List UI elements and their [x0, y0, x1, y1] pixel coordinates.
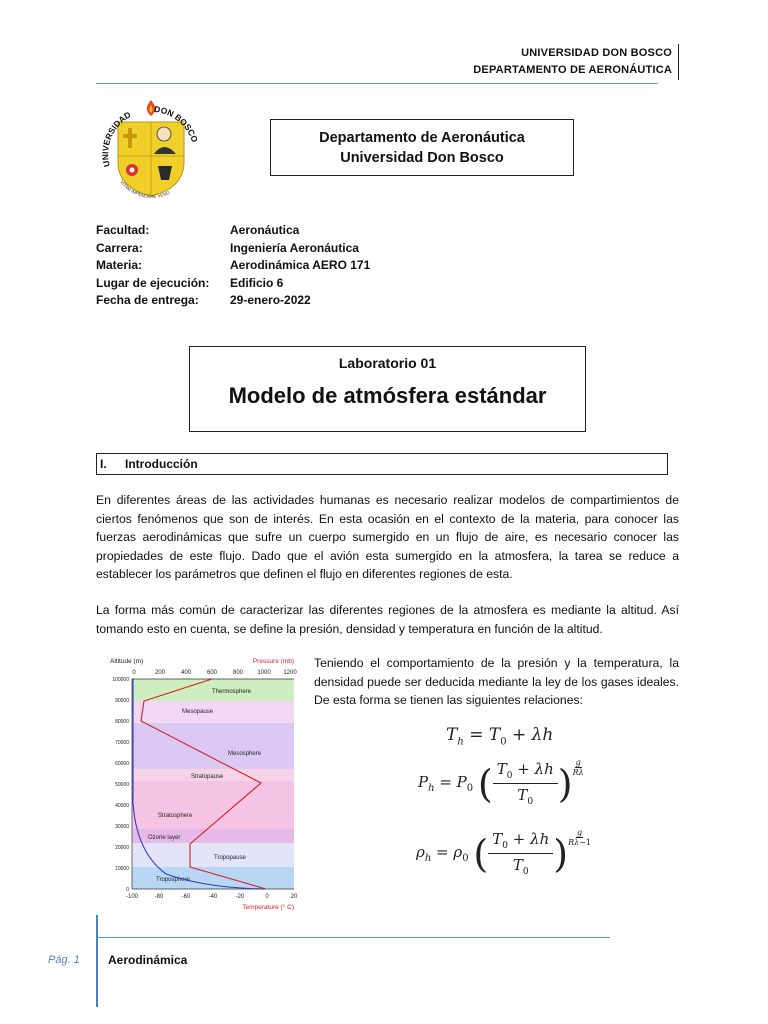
info-label: Materia: — [96, 258, 143, 272]
layer-mesopause: Mesopause — [182, 709, 214, 715]
footer-divider — [96, 915, 98, 1007]
logo-ring-left: UNIVERSIDAD — [100, 109, 133, 168]
layer-ozone: Ozone layer — [148, 835, 181, 841]
header-university: UNIVERSIDAD DON BOSCO — [521, 47, 672, 59]
lab-title: Modelo de atmósfera estándar — [228, 383, 547, 408]
y-tick: 90000 — [115, 698, 129, 704]
lab-title-box — [189, 346, 586, 432]
y-tick: 40000 — [115, 803, 129, 809]
layer-tropopause: Tropopause — [214, 855, 246, 861]
title-line-2: Universidad Don Bosco — [340, 149, 504, 166]
y-tick: 30000 — [115, 824, 129, 830]
pressure-tick: 0 — [132, 670, 136, 676]
layer-stratosphere: Stratosphere — [158, 813, 193, 819]
intro-paragraph-2: La forma más común de caracterizar las diferentes regiones de la atmosfera es mediante la altitud. Así tomando esto en cuenta, se define la presión, densidad y temperatura en función de la altitud. — [96, 603, 679, 636]
equation-temperature: $T_h = T_0 + \lambda h$ — [446, 725, 554, 748]
y-tick: 60000 — [115, 761, 129, 767]
footer-rule — [96, 937, 610, 938]
section-number: I. — [100, 457, 107, 471]
header-block — [473, 45, 672, 79]
temperature-tick: -20 — [235, 894, 245, 900]
info-row-carrera — [96, 240, 370, 258]
y-tick: 50000 — [115, 782, 129, 788]
logo-ring-right: DON BOSCO — [153, 103, 200, 144]
y-tick: 100000 — [112, 677, 129, 683]
y-tick: 80000 — [115, 719, 129, 725]
equation-pressure: $P_h = P_0$ ( $\frac{T_0 + \lambda h}{T_0}$ ) g Rλ — [418, 758, 584, 807]
page-number: Pág. 1 — [48, 954, 80, 966]
info-value: Ingeniería Aeronáutica — [230, 240, 359, 255]
lab-subtitle: Laboratorio 01 — [338, 355, 437, 371]
y-tick: 70000 — [115, 740, 129, 746]
info-value: Aerodinámica AERO 171 — [230, 258, 371, 272]
info-row-fecha — [96, 292, 370, 310]
info-label: Lugar de ejecución: — [96, 275, 210, 290]
info-value: 29-enero-2022 — [230, 293, 311, 307]
info-label: Facultad: — [96, 223, 150, 237]
title-line-1: Departamento de Aeronáutica — [319, 129, 525, 146]
intro-paragraph-1: En diferentes áreas de las actividades humanas es necesario realizar modelos de compartimientos de ciertos fenómenos que son de interés. En esta ocasión en el contexto de la materia, para conocer las fuerzas aerodinámicas que sufre un cuerpo sumergido en un flujo de aire, es necesario conocer las propiedades de este flujo. Dado que el avión esta sumergido en la atmosfera, la tarea se reduce a establecer los parámetros que definen el flujo en diferentes regiones de esta. — [96, 493, 679, 582]
temperature-tick: -100 — [125, 894, 139, 900]
pressure-tick: 600 — [206, 670, 218, 676]
info-label: Fecha de entrega: — [96, 293, 199, 307]
info-label: Carrera: — [96, 240, 143, 255]
layer-troposphere: Troposphere — [156, 877, 190, 883]
info-row-lugar — [96, 275, 370, 293]
y-tick: 20000 — [115, 845, 129, 851]
section-title: Introducción — [125, 457, 198, 471]
temperature-tick: 20 — [290, 894, 298, 900]
y-tick: 10000 — [115, 866, 129, 872]
y-tick: 0 — [126, 887, 129, 893]
university-seal-logo — [96, 96, 206, 206]
info-row-facultad — [96, 222, 370, 240]
footer-title: Aerodinámica — [108, 953, 188, 967]
temperature-axis-label: Temperature (° C) — [242, 904, 294, 911]
layer-mesosphere: Mesosphere — [228, 751, 262, 757]
department-title-box — [270, 119, 574, 176]
info-row-materia — [96, 257, 370, 275]
temperature-tick: -40 — [208, 894, 218, 900]
info-value: Edificio 6 — [230, 275, 284, 290]
header-rule — [96, 83, 658, 84]
header-department: DEPARTAMENTO DE AERONÁUTICA — [473, 64, 672, 76]
pressure-tick: 1000 — [257, 670, 271, 676]
header-divider — [678, 44, 679, 80]
pressure-tick: 200 — [154, 670, 166, 676]
y-axis-label: Altitude (m) — [110, 658, 144, 665]
logo-motto: VITAM IMPENDERE VERO — [119, 179, 171, 200]
info-value: Aeronáutica — [230, 223, 300, 237]
pressure-axis-label: Pressure (mb) — [252, 658, 294, 665]
atmosphere-profile-figure — [96, 652, 308, 912]
pressure-tick: 800 — [232, 670, 244, 676]
layer-thermosphere: Thermosphere — [212, 689, 252, 695]
course-info — [96, 222, 370, 310]
pressure-tick: 1200 — [283, 670, 297, 676]
temperature-tick: -80 — [154, 894, 164, 900]
temperature-tick: 0 — [265, 894, 269, 900]
gas-law-intro: Teniendo el comportamiento de la presión y la temperatura, la densidad puede ser deducida mediante la ley de los gases ideales. De esta forma se tienen las siguientes relaciones: — [314, 656, 679, 708]
equation-density: $\rho_h = \rho_0$ ( $\frac{T_0 + \lambda h}{T_0}$ ) g Rλ−1 — [416, 828, 591, 877]
temperature-tick: -60 — [181, 894, 191, 900]
layer-stratopause: Stratopause — [191, 774, 224, 780]
section-heading — [96, 453, 668, 475]
pressure-tick: 400 — [180, 670, 192, 676]
